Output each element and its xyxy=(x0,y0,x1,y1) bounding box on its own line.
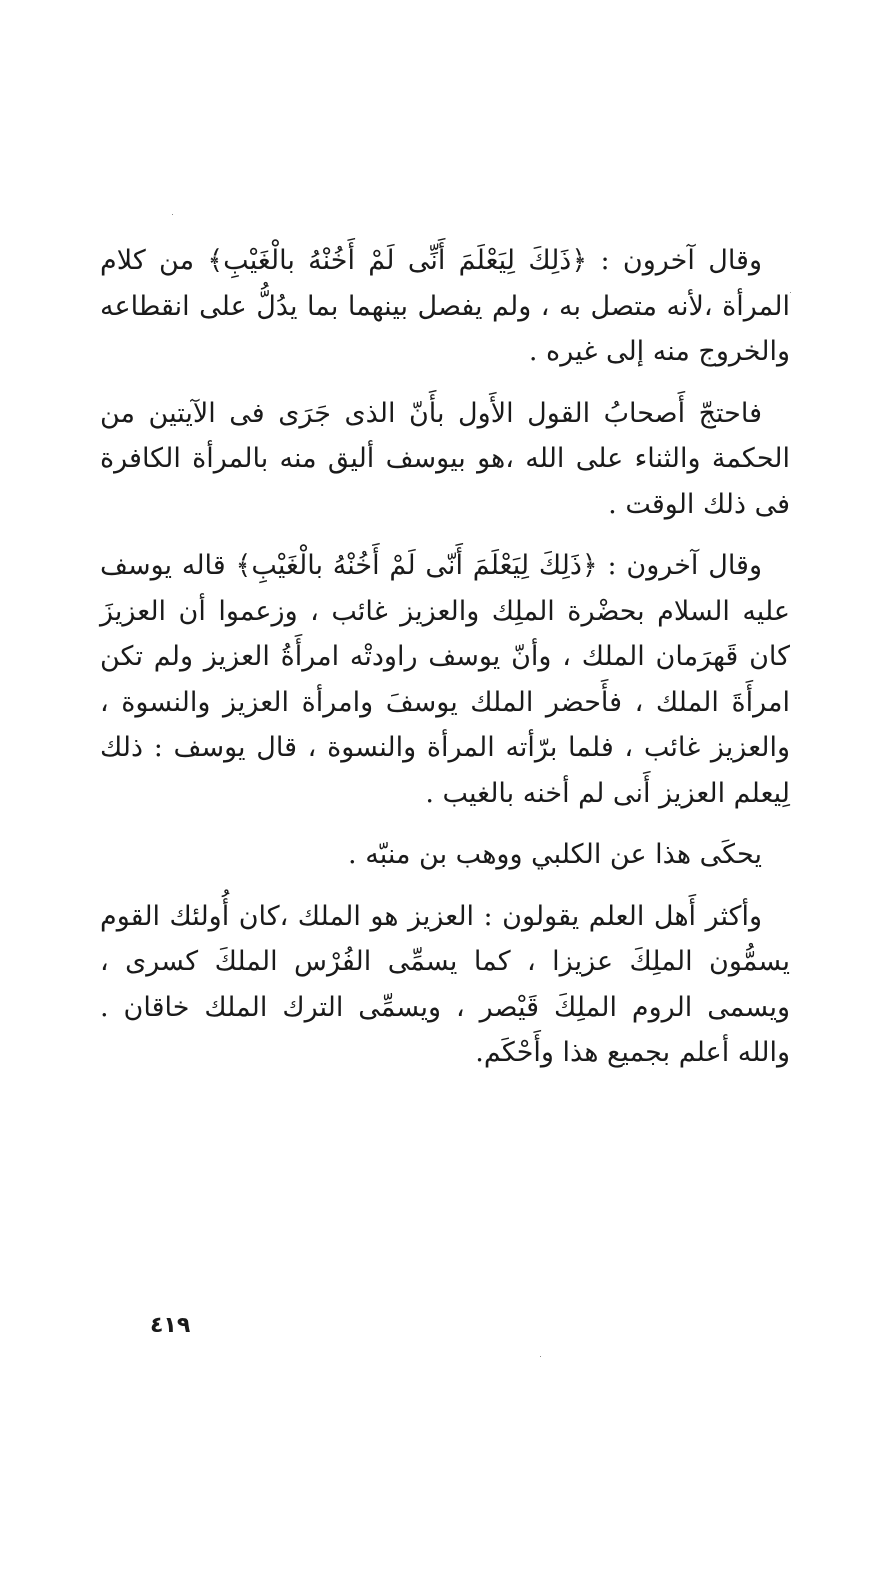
paragraph-5: وأكثر أَهل العلم يقولون : العزيز هو الملك ،كان أُولئك القوم يسمُّون الملِكَ عزيزا ، كما يسمِّى الفُرْس الملكَ كسرى ، ويسمى الروم الملِكَ قَيْصر ، ويسمِّى الترك الملك خاقان . والله أعلم بجميع هذا وأَحْكَم. xyxy=(100,900,790,1068)
paragraph-4: يحكَى هذا عن الكلبي ووهب بن منبّه . xyxy=(348,839,762,870)
page-body xyxy=(100,238,790,1092)
page-number: ٤١٩ xyxy=(150,1313,191,1338)
paragraph-2: فاحتجّ أَصحابُ القول الأَول بأَنّ الذى جَرَى فى الآيتين من الحكمة والثناء على الله ،هو بيوسف أليق منه بالمرأة الكافرة فى ذلك الوقت . xyxy=(100,397,790,520)
scan-speck xyxy=(540,1356,541,1357)
paragraph-3: وقال آخرون : ﴿ذَلِكَ لِيَعْلَمَ أَنّى لَمْ أَخُنْهُ بالْغَيْبِ﴾ قاله يوسف عليه السلام بحضْرة الملِك والعزيز غائب ، وزعموا أن العزيزَ كان قَهرَمان الملك ، وأنّ يوسف راودتْه امرأَةُ العزيز ولم تكن امرأَةَ الملك ، فأَحضر الملك يوسفَ وامرأة العزيز والنسوة ، والعزيز غائب ، فلما برّأته المرأة والنسوة ، قال يوسف : ذلك لِيعلم العزيز أَنى لم أخنه بالغيب . xyxy=(100,550,790,809)
scan-speck xyxy=(790,292,791,293)
paragraph-1: وقال آخرون : ﴿ذَلِكَ لِيَعْلَمَ أَنِّى لَمْ أَخُنْهُ بالْغَيْبِ﴾ من كلام المرأة ،لأنه متصل به ، ولم يفصل بينهما بما يدُلُّ على انقطاعه والخروج منه إلى غيره . xyxy=(100,245,790,367)
scan-speck xyxy=(172,214,173,215)
